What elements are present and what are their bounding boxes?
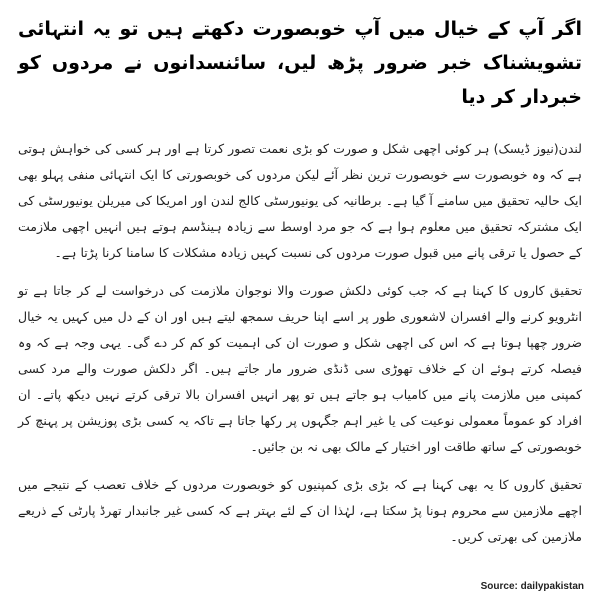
article-paragraph: تحقیق کاروں کا کہنا ہے کہ جب کوئی دلکش صورت والا نوجوان ملازمت کی درخواست لے کر جاتا ہے تو انٹرویو کرنے والے افسران لاشعوری طور پر اسے اپنا حریف سمجھ لیتے ہیں اور ان کے دل میں کہیں یہ خیال ضرور چھپا ہوتا ہے کہ اس کی اچھی شکل و صورت ان کی اہمیت کو کم کر دے گی۔ یہی وجہ ہے کہ وہ فیصلہ کرتے ہوئے ان کے خلاف تھوڑی سی ڈنڈی ضرور مار جاتے ہیں۔ اگر دلکش صورت والے مرد کسی کمپنی میں ملازمت پانے میں کامیاب ہو جاتے ہیں تو پھر انہیں افسران بالا ترقی کرتے نہیں دیکھ پاتے۔ ان افراد کو عموماً معمولی نوعیت کی یا غیر اہم جگہوں پر رکھا جاتا ہے تاکہ یہ کسی بڑی پوزیشن پر پہنچ کر خوبصورتی کے ساتھ طاقت اور اختیار کے مالک بھی نہ بن جائیں۔ <box>18 283 582 454</box>
article-headline: اگر آپ کے خیال میں آپ خوبصورت دکھتے ہیں تو یہ انتہائی تشویشناک خبر ضرور پڑھ لیں، سائنسدانوں نے مردوں کو خبردار کر دیا <box>18 18 582 108</box>
article-paragraph: تحقیق کاروں کا یہ بھی کہنا ہے کہ بڑی بڑی کمپنیوں کو خوبصورت مردوں کے خلاف تعصب کے نتیجے میں اچھے ملازمین سے محروم ہونا پڑ سکتا ہے، لہٰذا ان کے لئے بہتر ہے کہ کسی غیر جانبدار تھرڈ پارٹی کے ذریعے ملازمین کی بھرتی کریں۔ <box>18 477 582 544</box>
source-credit: Source: dailypakistan <box>480 581 584 592</box>
article-paragraph: لندن(نیوز ڈیسک) ہر کوئی اچھی شکل و صورت کو بڑی نعمت تصور کرتا ہے اور ہر کسی کی خواہش ہوتی ہے کہ وہ خوبصورت سے خوبصورت ترین نظر آئے لیکن مردوں کی خوبصورتی کا ایک انتہائی منفی پہلو بھی ایک حالیہ تحقیق میں سامنے آ گیا ہے۔ برطانیہ کی یونیورسٹی کالج لندن اور امریکا کی میریلن یونیورسٹی کی ایک مشترکہ تحقیق میں معلوم ہوا ہے کہ جو مرد اوسط سے زیادہ ہینڈسم ہوتے ہیں انہیں اچھی ملازمت کے حصول یا ترقی پانے میں قبول صورت مردوں کی نسبت کہیں زیادہ مشکلات کا سامنا کرنا پڑتا ہے۔ <box>18 141 582 260</box>
